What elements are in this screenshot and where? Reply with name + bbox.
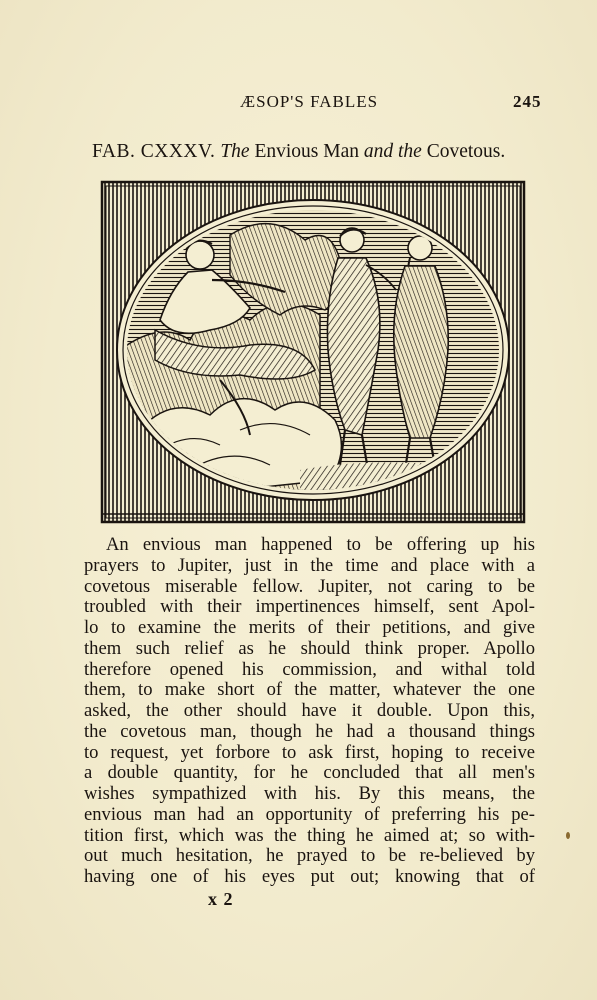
body-line: troubled with their impertinences himself, sent Apol- [84, 596, 535, 618]
body-line: having one of his eyes put out; knowing that of [84, 866, 535, 887]
page-number: 245 [513, 92, 542, 111]
body-line: wishes sympathized with his. By this means, the [84, 783, 535, 804]
fable-number: FAB. CXXXV. [92, 141, 216, 162]
signature-mark: x 2 [208, 889, 234, 909]
body-line: them such relief as he should think proper. Apollo [84, 637, 535, 659]
fable-title-envious-man: Envious Man [254, 141, 359, 162]
body-line: envious man had an opportunity of preferring his pe- [84, 803, 535, 825]
body-line: An envious man happened to be offering up his [106, 534, 535, 555]
body-line: covetous miserable fellow. Jupiter, not caring to be [84, 575, 535, 597]
fable-body [84, 535, 535, 888]
margin-ink-spot [566, 832, 570, 839]
fable-title-covetous: Covetous. [426, 141, 506, 162]
running-head [0, 92, 597, 116]
body-line: out much hesitation, he prayed to be re-believed by [84, 845, 535, 867]
body-line: to request, yet forbore to ask first, hoping to receive [84, 741, 535, 763]
fable-heading [92, 141, 552, 163]
body-line: asked, the other should have it double. Upon this, [84, 700, 535, 721]
fable-title-the: The [220, 141, 250, 162]
fable-title-and-the: and the [363, 141, 422, 162]
woodcut-illustration [100, 180, 526, 525]
body-line: prayers to Jupiter, just in the time and place with a [84, 554, 535, 576]
running-title: ÆSOP'S FABLES [240, 92, 379, 111]
body-line: a double quantity, for he concluded that all men's [84, 762, 535, 784]
body-line: therefore opened his commission, and withal told [84, 658, 535, 680]
body-line: lo to examine the merits of their petitions, and give [84, 617, 535, 638]
body-line: tition first, which was the thing he aimed at; so with- [84, 824, 535, 846]
body-line: them, to make short of the matter, whatever the one [84, 679, 535, 701]
body-line: the covetous man, though he had a thousand things [84, 720, 535, 742]
